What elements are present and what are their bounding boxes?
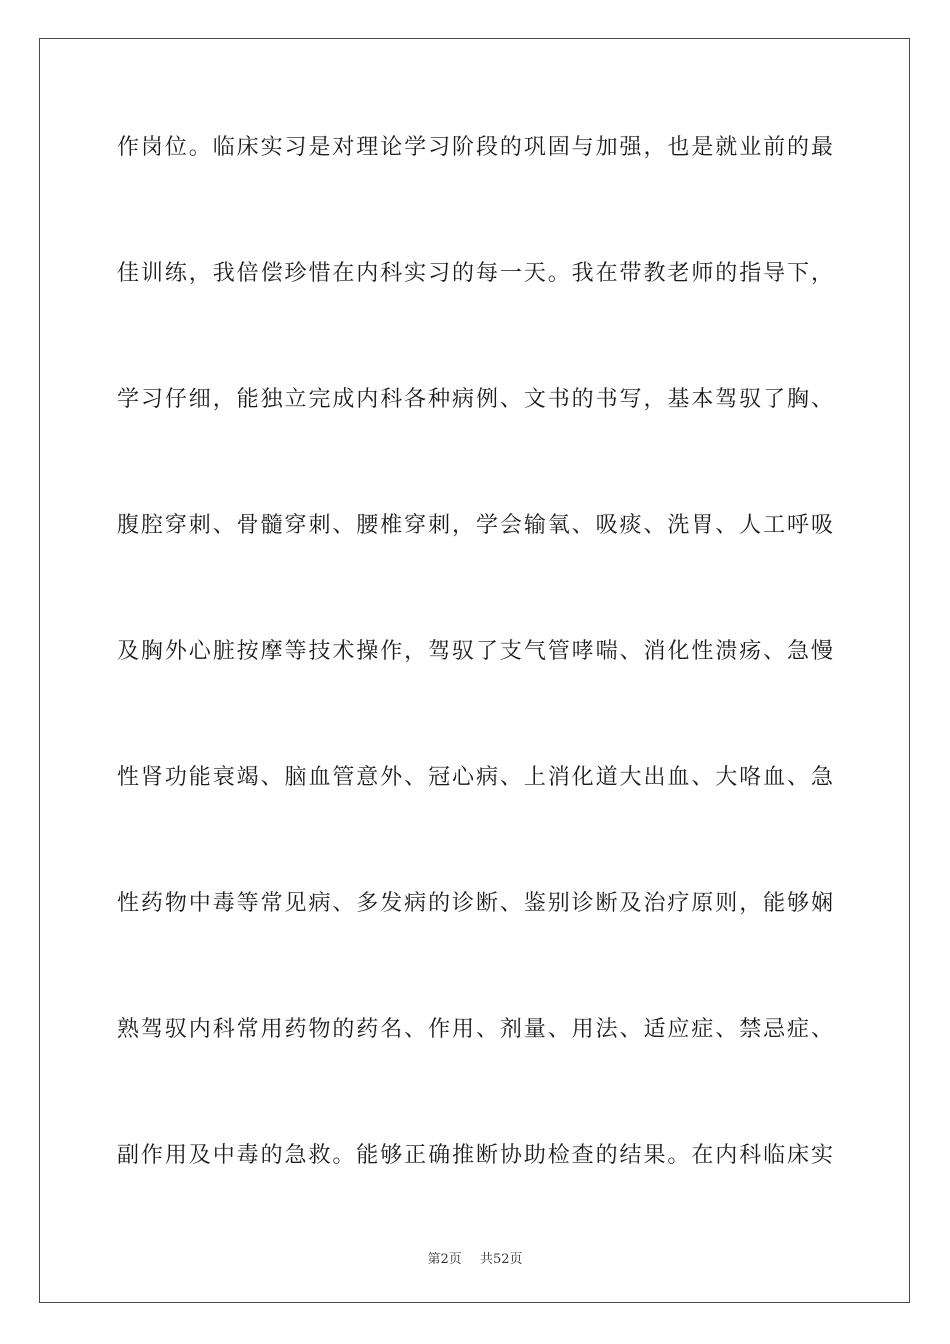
text-line: 性药物中毒等常见病、多发病的诊断、鉴别诊断及治疗原则，能够娴 [117, 891, 833, 916]
total-pages: 共52页 [479, 1252, 523, 1267]
text-line: 熟驾驭内科常用药物的药名、作用、剂量、用法、适应症、禁忌症、 [117, 1017, 833, 1042]
page-footer [0, 1248, 950, 1267]
text-line: 性肾功能衰竭、脑血管意外、冠心病、上消化道大出血、大咯血、急 [117, 765, 833, 790]
text-line: 腹腔穿刺、骨髓穿刺、腰椎穿刺，学会输氧、吸痰、洗胃、人工呼吸 [117, 513, 833, 538]
text-line: 佳训练，我倍偿珍惜在内科实习的每一天。我在带教老师的指导下， [117, 261, 833, 286]
page-number: 第2页 [427, 1252, 462, 1267]
text-line: 副作用及中毒的急救。能够正确推断协助检查的结果。在内科临床实 [117, 1143, 833, 1168]
document-body [117, 131, 833, 1265]
text-line: 及胸外心脏按摩等技术操作，驾驭了支气管哮喘、消化性溃疡、急慢 [117, 639, 833, 664]
text-line: 学习仔细，能独立完成内科各种病例、文书的书写，基本驾驭了胸、 [117, 387, 833, 412]
text-line: 作岗位。临床实习是对理论学习阶段的巩固与加强，也是就业前的最 [117, 135, 833, 160]
